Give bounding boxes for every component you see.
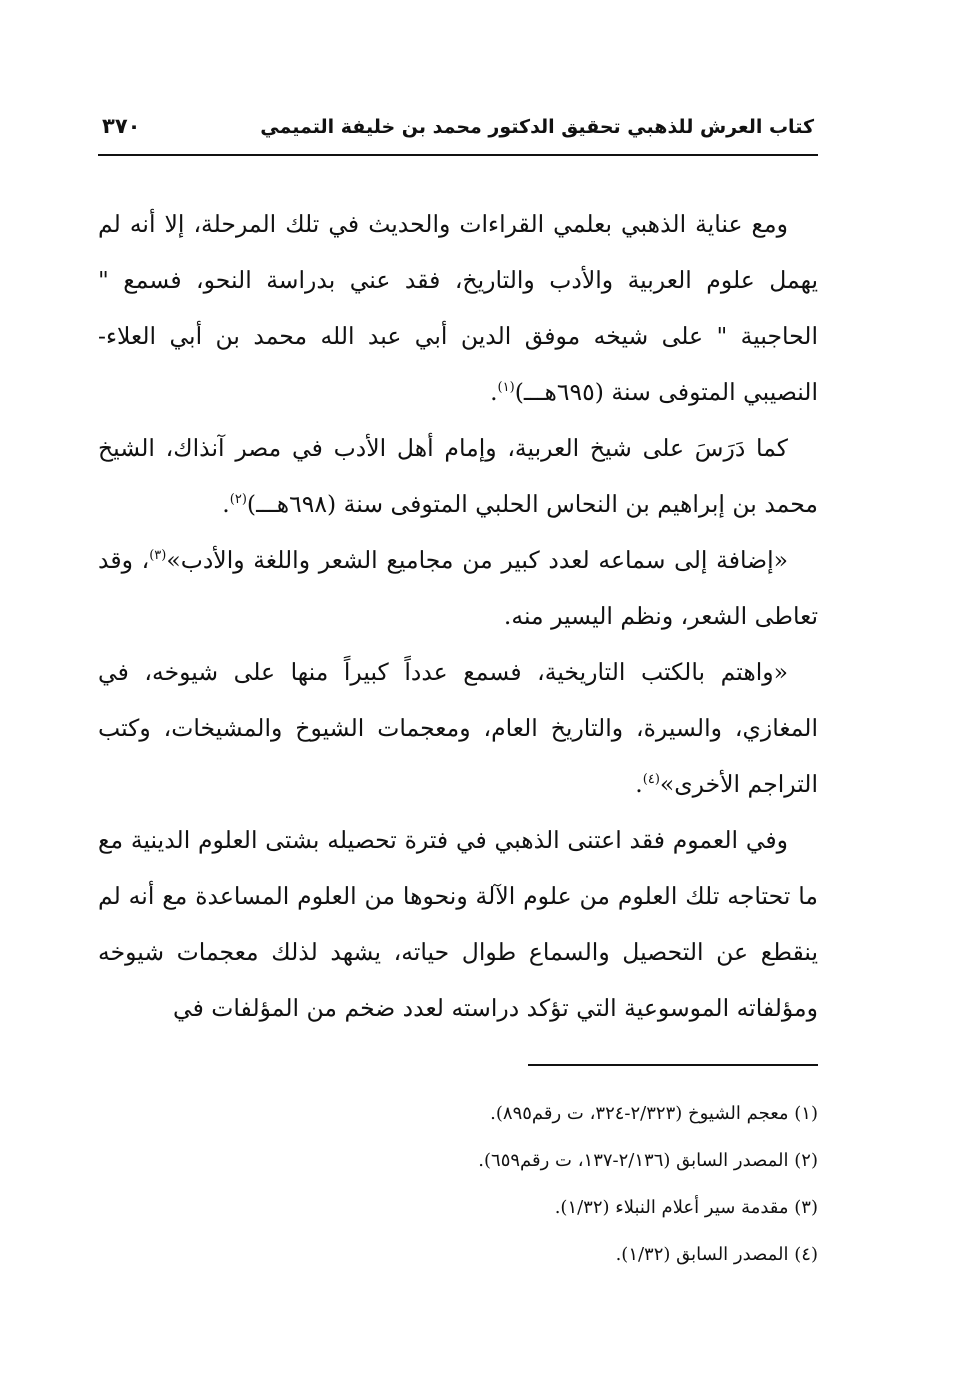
- footnote: (١) معجم الشيوخ (٢/٣٢٣-٣٢٤، ت رقم٨٩٥).: [490, 1103, 818, 1124]
- footnote-ref: (٢): [229, 492, 247, 508]
- paragraph-text: وفي العموم فقد اعتنى الذهبي في فترة تحصيله بشتى العلوم الدينية مع ما تحتاجه تلك العلوم من علوم الآلة ونحوها من العلوم المساعدة مع أنه لم ينقطع عن التحصيل والسماع طوال حياته، يشهد لذلك معجمات شيوخه ومؤلفاته الموسوعية التي تؤكد دراسته لعدد ضخم من المؤلفات في: [98, 826, 818, 1022]
- paragraph: [98, 812, 818, 1036]
- paragraph: [98, 196, 818, 420]
- footnote-divider: [528, 1064, 818, 1066]
- paragraph-tail: ، وقد تعاطى الشعر، ونظم اليسير منه.: [98, 546, 818, 630]
- paragraph-text: «واهتم بالكتب التاريخية، فسمع عدداً كبيراً منها على شيوخه، في المغازي، والسيرة، والتاريخ العام، ومعجمات الشيوخ والمشيخات، وكتب التراجم الأخرى»: [98, 658, 818, 798]
- paragraph: [98, 420, 818, 532]
- footnotes: [98, 1090, 818, 1278]
- paragraph-text: كما دَرَسَ على شيخ العربية، وإمام أهل الأدب في مصر آنذاك، الشيخ محمد بن إبراهيم بن النحاس الحلبي المتوفى سنة (٦٩٨هـــ): [98, 434, 818, 518]
- header-title: كتاب العرش للذهبي تحقيق الدكتور محمد بن خليفة التميمي: [260, 116, 814, 138]
- footnote-ref: (١): [497, 380, 515, 396]
- paragraph: [98, 644, 818, 812]
- paragraph: [98, 532, 818, 644]
- footnote-ref: (٣): [149, 548, 167, 564]
- footnote: (٣) مقدمة سير أعلام النبلاء (١/٣٢).: [554, 1197, 818, 1218]
- page-number: ٣٧٠: [102, 114, 141, 138]
- paragraph-tail: .: [490, 378, 498, 406]
- paragraph-tail: .: [222, 490, 230, 518]
- paragraph-text: ومع عناية الذهبي بعلمي القراءات والحديث في تلك المرحلة، إلا أنه لم يهمل علوم العربية والأدب والتاريخ، فقد عني بدراسة النحو، فسمع " الحاجبية " على شيخه موفق الدين أبي عبد الله محمد بن أبي العلاء- النصيبي المتوفى سنة (٦٩٥هـــ): [98, 210, 818, 406]
- footnote: (٢) المصدر السابق (٢/١٣٦-١٣٧، ت رقم٦٥٩).: [478, 1150, 818, 1171]
- paragraph-text: «إضافة إلى سماعه لعدد كبير من مجاميع الشعر واللغة والأدب»: [166, 546, 788, 574]
- paragraph-tail: .: [635, 770, 643, 798]
- footnote: (٤) المصدر السابق (١/٣٢).: [615, 1244, 818, 1265]
- footnote-ref: (٤): [642, 772, 660, 788]
- running-header: [98, 110, 818, 156]
- main-text: [98, 196, 818, 1036]
